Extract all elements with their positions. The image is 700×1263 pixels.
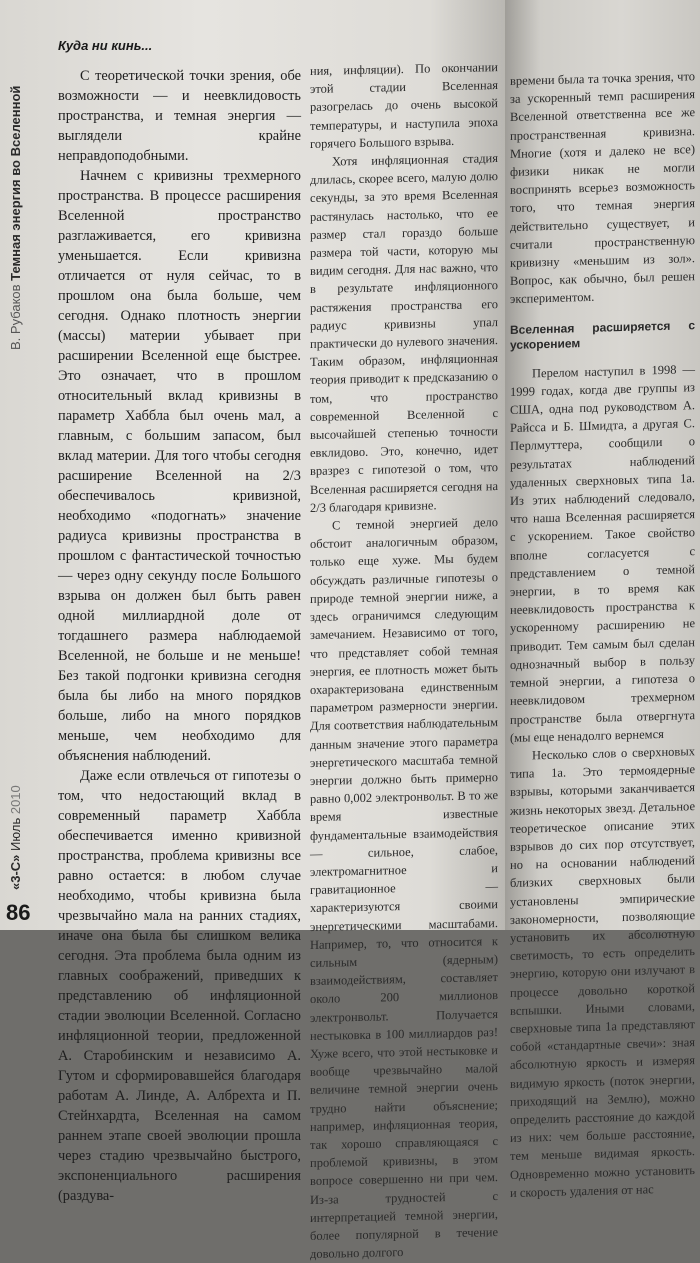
spine-issue [8, 650, 28, 890]
spine-title: Темная энергия во Вселенной [8, 85, 23, 281]
paragraph: Даже если отвлечься от гипотезы о том, что недостающий вклад в современный параметр Хаббла обеспечивается именно кривизной пространства, проблема кривизны все равно остается: в любом случае необходимо, чтобы кривизна была чрезвычайно мала на ранних стадиях, иначе она была бы слишком велика сегодня. Эта проблема была одним из главных соображений, приведших к представлению об инфляционной стадии эволюции Вселенной. Согласно инфляционной теории, предложенной А. Старобинским и независимо А. Гутом и сформировавшейся благодаря работам А. Линде, А. Албрехта и П. Стейнхардта, Вселенная на самом раннем этапе своей эволюции прошла через стадию чрезвычайно быстрого, экспоненциального расширения (раздува- [58, 768, 301, 1204]
text-column-1 [58, 66, 301, 1206]
paragraph: Начнем с кривизны трехмерного пространства. В процессе расширения Вселенной пространство разглаживается, его кривизна уменьшается. Если кривизна отличается от нуля сейчас, то в прошлом она была больше, чем сегодня. Однако плотность энергии (массы) материи убывает при расширении Вселенной еще быстрее. Это означает, что в прошлом относительный вклад кривизны в параметр Хаббла был очень мал, а главным, с большим запасом, был вклад материи. Для того чтобы сегодня расширение Вселенной на 2/3 обеспечивалось кривизной, необходимо «подогнать» значение радиуса кривизны пространства в прошлом с фантастической точностью — через одну секунду после Большого взрыва он должен был быть равен одной миллиардной доле от тогдашнего размера наблюдаемой Вселенной, не больше и не меньше! Без такой подгонки кривизна сегодня была бы либо на много порядков больше, либо на много порядков меньше, чем необходимо для объяснения наблюдений. [58, 168, 301, 764]
page-number: 86 [6, 900, 31, 925]
paragraph: ния, инфляции). По окончании этой стадии Вселенная разогрелась до очень высокой температуры, и наступила эпоха горячего Большого взрыва. [310, 60, 498, 151]
paragraph: Перелом наступил в 1998 — 1999 годах, когда две группы из США, одна под руководством А. Райсса и Б. Шмидта, а другая С. Перлмуттера, сообщили о результатах наблюдений удаленных сверхновых типа 1а. Из этих наблюдений следовало, что наша Вселенная расширяется с ускорением. Такое свойство вполне согласуется с представлением о темной энергии, в то время как неевклидовость пространства к ускоренному расширению не приводит. Тем самым был сделан однозначный выбор в пользу темной энергии, а гипотеза о неевклидовом трехмерном пространстве была отвергнута (мы еще ненадолго вернемся [510, 361, 695, 745]
paragraph: времени была та точка зрения, что за ускоренный темп расширения Вселенной ответственна все же пространственная кривизна. Многие (хотя и далеко не все) физики никак не могли воспринять всерьез возможность того, что темная энергия действительно существует, и считали пространственную кривизну «меньшим из зол». Вопрос, как обычно, был решен экспериментом. [510, 69, 695, 307]
spine-author-title [8, 30, 28, 350]
running-head: Куда ни кинь... [58, 38, 153, 53]
spine-month: Июль [8, 817, 23, 851]
text-column-2 [310, 58, 498, 1263]
text-column-3 [510, 67, 695, 1202]
paragraph: С теоретической точки зрения, обе возможности — и неевклидовость пространства, и темная энергия — выглядели крайне неправдоподобными. [58, 68, 301, 164]
paragraph: Хотя инфляционная стадия длилась, скорее всего, малую долю секунды, за это время Вселенная растянулась настолько, что ее размер стал гораздо больше размера той части, которую мы видим сегодня. Для нас важно, что в результате инфляционного растяжения пространства его радиус кривизны упал практически до нулевого значения. Таким образом, инфляционная теория приводит к предсказанию о том, что пространство современной Вселенной с высочайшей степенью точности евклидово. Это, конечно, идет вразрез с гипотезой о том, что Вселенная расширяется сегодня на 2/3 благодаря кривизне. [310, 151, 498, 515]
paragraph: Несколько слов о сверхновых типа 1а. Это термоядерные взрывы, которыми заканчивается жизнь некоторых звезд. Детальное теоретическое описание этих взрывов до сих пор отсутствует, но на основании наблюдений близких сверхновых были установлены эмпирические закономерности, позволяющие установить их абсолютную светимость, то есть определить энергию, которую они излучают в процессе довольно короткой вспышки. Иными словами, сверхновые типа 1а представляют собой «стандартные свечи»: зная абсолютную яркость и измеряя видимую яркость (поток энергии, приходящий на Землю), можно определить расстояние до каждой из них: чем больше расстояние, тем меньше видимая яркость. Одновременно можно установить и скорость удаления от нас [510, 744, 695, 1200]
spine-author: В. Рубаков [8, 284, 23, 350]
spine-year: 2010 [8, 785, 23, 815]
spine-magazine: «3-С» [8, 854, 23, 890]
paragraph: С темной энергией дело обстоит аналогичным образом, только еще хуже. Мы будем обсуждать различные гипотезы о природе темной энергии ниже, а здесь ограничимся следующим замечанием. Независимо от того, что представляет собой темная энергия, ее плотность может быть охарактеризована единственным параметром размерности энергии. Для соответствия наблюдательным данным значение этого параметра энергетического масштаба темной энергии должно быть примерно равно 0,002 электронвольт. В то же время известные фундаментальные взаимодействия — сильное, слабое, электромагнитное и гравитационное — характеризуются своими энергетическими масштабами. Например, то, что относится к сильным (ядерным) взаимодействиям, составляет около 200 миллионов электронвольт. Получается нестыковка в 100 миллиардов раз! Хуже всего, что этой нестыковке и вообще чрезвычайно малой величине темной энергии очень трудно найти объяснение; например, инфляционная теория, так хорошо справляющаяся с проблемой кривизны, в этом вопросе совершенно ни при чем. Из-за трудностей с интерпретацией темной энергии, более популярной в течение довольно долгого [310, 515, 498, 1262]
vertical-margin-text [8, 40, 32, 900]
section-subheading: Вселенная расширяется с ускорением [510, 317, 695, 352]
